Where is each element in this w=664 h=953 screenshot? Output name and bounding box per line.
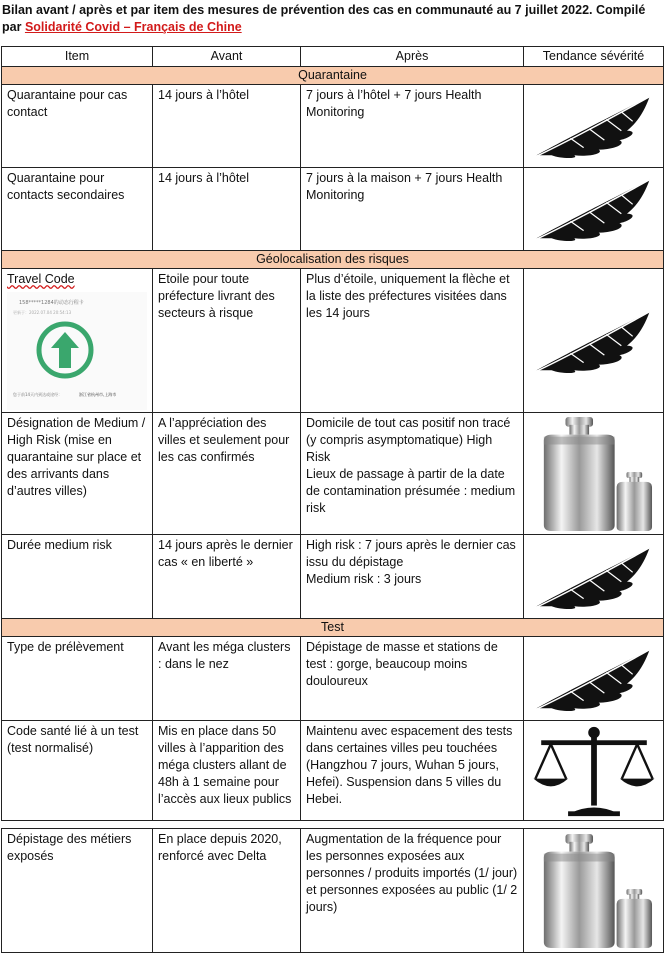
section-geo: Géolocalisation des risques [2, 251, 664, 269]
table-row [2, 721, 664, 821]
cell-tendance [524, 535, 664, 619]
feather-icon [532, 93, 656, 159]
section-quarantaine: Quarantaine [2, 67, 664, 85]
cell-tendance [524, 637, 664, 721]
table-row [2, 269, 664, 413]
cell-apres: High risk : 7 jours après le dernier cas issu du dépistage Medium risk : 3 jours [301, 535, 524, 619]
cell-item: Désignation de Medium / High Risk (mise en quarantaine sur place et des arrivants dans d’autres villes) [2, 413, 153, 535]
cell-apres: 7 jours à la maison + 7 jours Health Monitoring [301, 168, 524, 251]
travel-code-footer-label: 您于前14天内到达或途经： [13, 392, 63, 397]
feather-icon [532, 308, 656, 374]
travel-code-label: Travel Code [7, 272, 75, 286]
travel-code-header: 158*****1284的动态行程卡 [19, 300, 84, 306]
feather-icon [532, 176, 656, 242]
cell-avant: 14 jours après le dernier cas « en liberté » [153, 535, 301, 619]
cell-avant: Avant les méga clusters : dans le nez [153, 637, 301, 721]
scale-icon [529, 723, 659, 819]
header-apres: Après [301, 47, 524, 67]
table-row [2, 413, 664, 535]
header-tendance: Tendance sévérité [524, 47, 664, 67]
cell-avant: En place depuis 2020, renforcé avec Delta [153, 829, 301, 953]
cell-apres: Domicile de tout cas positif non tracé (y compris asymptomatique) High Risk Lieux de passage à partir de la date de contamination présumée : medium risk [301, 413, 524, 535]
cell-item: Quarantaine pour contacts secondaires [2, 168, 153, 251]
document-title [2, 2, 662, 36]
cell-tendance [524, 413, 664, 535]
title-text: Bilan avant / après et par item des mesures de prévention des cas en communauté au 7 juillet 2022. Compilé par [2, 3, 646, 34]
cell-apres: Dépistage de masse et stations de test : gorge, beaucoup moins douloureux [301, 637, 524, 721]
travel-code-update: 更新于：2022.07.04 20:54:13 [13, 310, 72, 315]
header-item: Item [2, 47, 153, 67]
cell-apres: Maintenu avec espacement des tests dans certaines villes peu touchées (Hangzhou 7 jours, Wuhan 5 jours, Hefei). Suspension dans 5 villes du Hebei. [301, 721, 524, 821]
table-row [2, 85, 664, 168]
section-row [2, 251, 664, 269]
header-avant: Avant [153, 47, 301, 67]
table-gap [2, 821, 664, 829]
feather-icon [532, 646, 656, 712]
travel-code-image [7, 292, 147, 410]
cell-avant: Mis en place dans 50 villes à l’apparition des méga clusters allant de 48h à 1 semaine pour l’accès aux lieux publics [153, 721, 301, 821]
cell-tendance [524, 85, 664, 168]
feather-icon [532, 544, 656, 610]
section-test: Test [2, 619, 664, 637]
weights-icon [529, 415, 659, 533]
cell-avant: Etoile pour toute préfecture livrant des secteurs à risque [153, 269, 301, 413]
cell-avant: A l’appréciation des villes et seulement pour les cas confirmés [153, 413, 301, 535]
table-row [2, 829, 664, 953]
cell-item: Type de prélèvement [2, 637, 153, 721]
table-row [2, 637, 664, 721]
travel-code-footer-value: 浙江省杭州市,上海市 [79, 392, 117, 397]
table-row [2, 535, 664, 619]
cell-item: Code santé lié à un test (test normalisé) [2, 721, 153, 821]
cell-tendance [524, 269, 664, 413]
weights-icon [529, 832, 659, 950]
measures-table [1, 46, 664, 953]
table-row [2, 168, 664, 251]
cell-item: Durée medium risk [2, 535, 153, 619]
cell-tendance [524, 829, 664, 953]
cell-apres: 7 jours à l’hôtel + 7 jours Health Monitoring [301, 85, 524, 168]
cell-tendance [524, 168, 664, 251]
cell-item: Dépistage des métiers exposés [2, 829, 153, 953]
cell-item [2, 269, 153, 413]
header-row [2, 47, 664, 67]
cell-avant: 14 jours à l’hôtel [153, 168, 301, 251]
cell-apres: Augmentation de la fréquence pour les personnes exposées aux personnes / produits importés (1/ jour) et personnes exposées au public (1/ 2 jours) [301, 829, 524, 953]
cell-avant: 14 jours à l’hôtel [153, 85, 301, 168]
cell-apres: Plus d’étoile, uniquement la flèche et la liste des préfectures visitées dans les 14 jours [301, 269, 524, 413]
section-row [2, 619, 664, 637]
section-row [2, 67, 664, 85]
cell-tendance [524, 721, 664, 821]
cell-item: Quarantaine pour cas contact [2, 85, 153, 168]
title-credit: Solidarité Covid – Français de Chine [24, 20, 242, 34]
